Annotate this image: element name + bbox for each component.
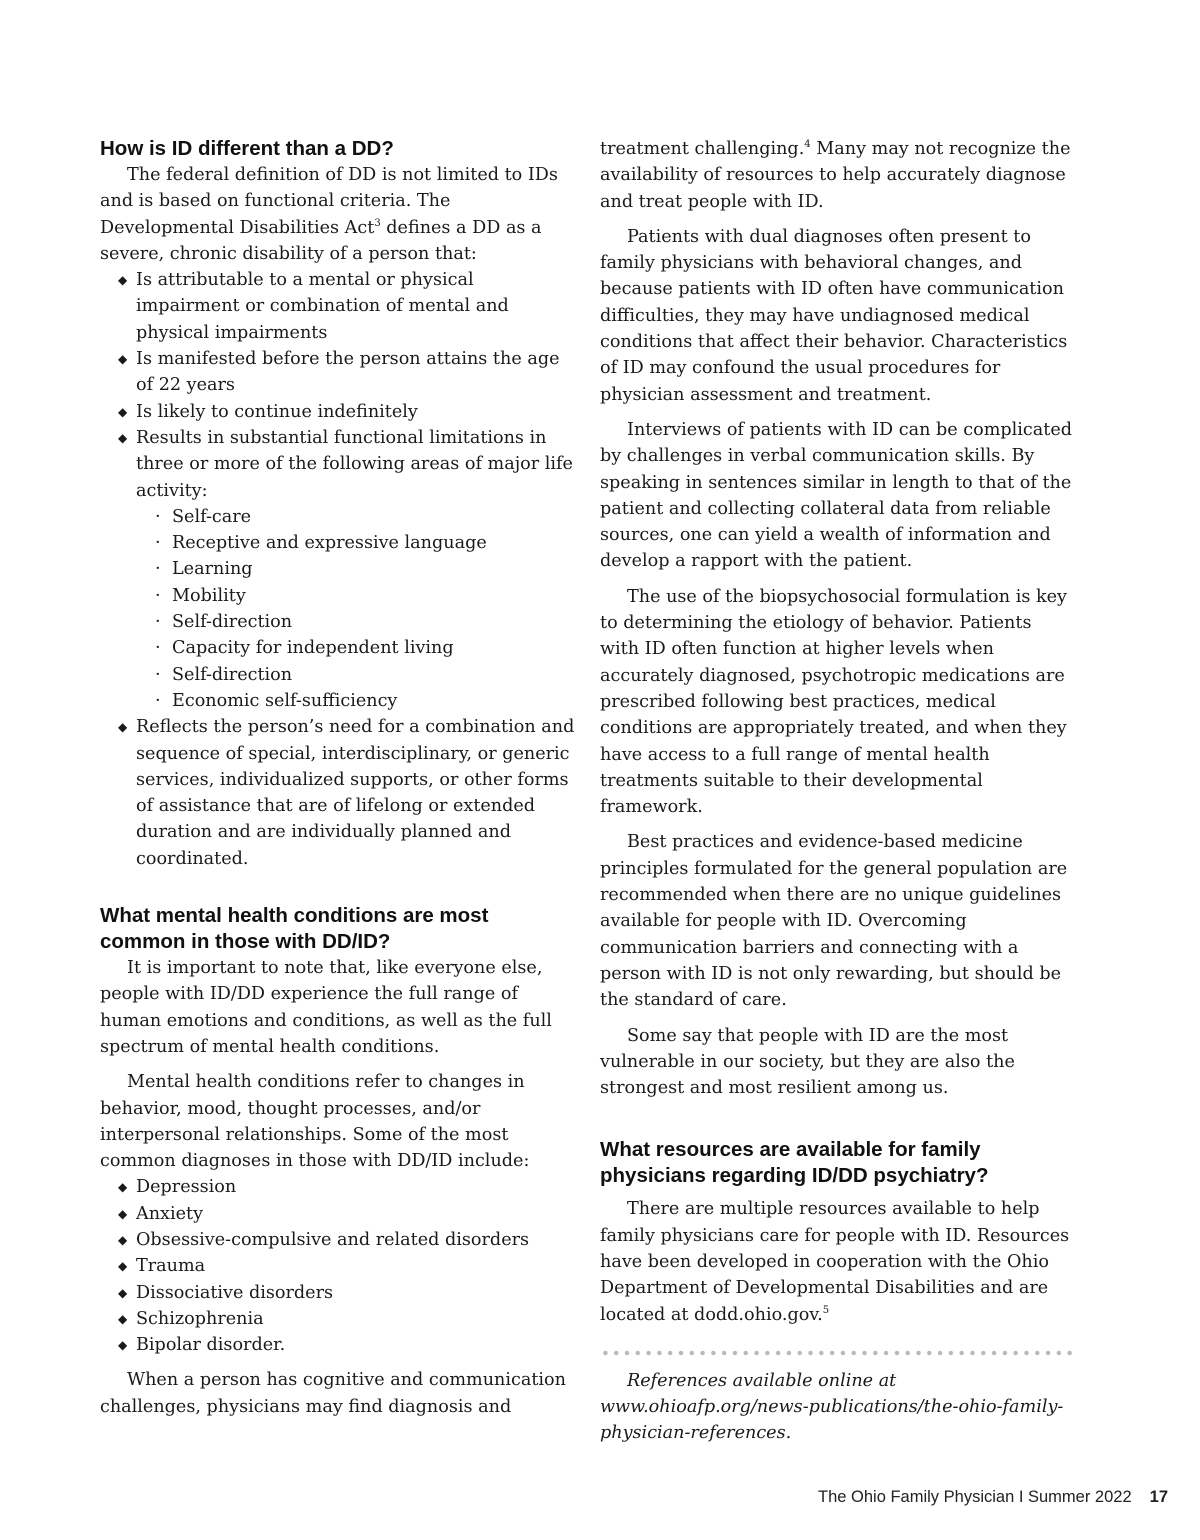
- dot-bullet-icon: ·: [155, 612, 161, 633]
- bullet-icon: ◆: [118, 1259, 128, 1274]
- dot-bullet-icon: ·: [155, 664, 161, 685]
- left-column: [100, 136, 578, 1420]
- right-column: [600, 136, 1076, 1447]
- paragraph-biopsychosocial: The use of the biopsychosocial formulation is key to determining the etiology of behavior. Patients with ID often function at higher levels when accurately diagnosed, psychotropic medications are prescribed following best practices, medical conditions are appropriately treated, and when they have access to a full range of mental health treatments suitable to their developmental framework.: [600, 586, 1067, 818]
- paragraph-cognitive-challenges: When a person has cognitive and communication challenges, physicians may find diagnosis and: [100, 1370, 566, 1417]
- diagnoses-list: [100, 1174, 578, 1358]
- list-item: ◆ Results in substantial functional limitations in three or more of the following areas of major life activity: · Self-care · Receptive and expressive language · Learning · Mobility · Self-direction · Capacity for independent living · Self-direction · Economic self-sufficiency: [136, 425, 578, 714]
- dot-bullet-icon: ·: [155, 638, 161, 659]
- bullet-icon: ◆: [118, 352, 128, 367]
- paragraph-dd-definition: The federal definition of DD is not limited to IDs and is based on functional criteria. The Developmental Disabilities Act$^3$ defines a DD as a severe, chronic disability of a person that:: [100, 165, 558, 264]
- dot-bullet-icon: ·: [155, 690, 161, 711]
- dot-bullet-icon: ·: [155, 506, 161, 527]
- footnote-ref-3: 3: [374, 217, 381, 229]
- life-activity-list: [136, 504, 578, 714]
- list-item: · Self-direction: [172, 609, 578, 635]
- dot-bullet-icon: ·: [155, 585, 161, 606]
- bullet-icon: ◆: [118, 1232, 128, 1247]
- references-note: References available online at www.ohioafp.org/news-publications/the-ohio-family-physician-references.: [600, 1370, 1064, 1444]
- heading-mental-health-conditions: What mental health conditions are most common in those with DD/ID?: [100, 904, 489, 954]
- publication-name: The Ohio Family Physician I Summer 2022: [818, 1488, 1132, 1506]
- list-item: · Receptive and expressive language: [172, 530, 578, 556]
- list-item: ◆ Depression: [136, 1174, 578, 1200]
- paragraph-mental-health-definition: Mental health conditions refer to changes in behavior, mood, thought processes, and/or interpersonal relationships. Some of the most common diagnoses in those with DD/ID include:: [100, 1072, 530, 1172]
- paragraph-dual-diagnoses: Patients with dual diagnoses often present to family physicians with behavioral changes, and because patients with ID often have communication difficulties, they may have undiagnosed medical conditions that affect their behavior. Characteristics of ID may confound the usual procedures for physician assessment and treatment.: [600, 226, 1068, 405]
- bullet-icon: ◆: [118, 430, 128, 445]
- dotted-divider: [600, 1350, 1078, 1356]
- bullet-icon: ◆: [118, 404, 128, 419]
- list-item: ◆ Anxiety: [136, 1201, 578, 1227]
- list-item: ◆ Obsessive-compulsive and related disorders: [136, 1227, 578, 1253]
- list-item: · Capacity for independent living: [172, 635, 578, 661]
- paragraph-treatment-challenging: treatment challenging.$^4$ Many may not recognize the availability of resources to help accurately diagnose and treat people with ID.: [600, 139, 1071, 212]
- bullet-icon: ◆: [118, 1206, 128, 1221]
- bullet-icon: ◆: [118, 720, 128, 735]
- list-item: · Self-care: [172, 504, 578, 530]
- footnote-ref-5: 5: [822, 1304, 830, 1316]
- list-item: · Economic self-sufficiency: [172, 688, 578, 714]
- bullet-icon: ◆: [118, 1285, 128, 1300]
- dot-bullet-icon: ·: [155, 559, 161, 580]
- page-footer: [0, 1488, 1168, 1507]
- list-item: · Mobility: [172, 583, 578, 609]
- list-item: ◆ Is manifested before the person attains the age of 22 years: [136, 346, 578, 399]
- bullet-icon: ◆: [118, 1311, 128, 1326]
- paragraph-full-range: It is important to note that, like everyone else, people with ID/DD experience the full range of human emotions and conditions, as well as the full spectrum of mental health conditions.: [100, 958, 552, 1057]
- paragraph-interviews: Interviews of patients with ID can be complicated by challenges in verbal communication skills. By speaking in sentences similar in length to that of the patient and collecting collateral data from reliable sources, one can yield a wealth of information and develop a rapport with the patient.: [600, 419, 1073, 572]
- list-item: ◆ Is likely to continue indefinitely: [136, 399, 578, 425]
- bullet-icon: ◆: [118, 1338, 128, 1353]
- list-item: ◆ Schizophrenia: [136, 1306, 578, 1332]
- paragraph-resources: There are multiple resources available to help family physicians care for people with ID. Resources have been developed in cooperation with the Ohio Department of Developmental Disabilities and are located at dodd.ohio.gov.$^5$: [600, 1199, 1070, 1325]
- footnote-ref-4: 4: [804, 139, 811, 151]
- list-item: · Self-direction: [172, 662, 578, 688]
- page-number: 17: [1149, 1488, 1168, 1506]
- list-item: ◆ Reflects the person’s need for a combination and sequence of special, interdisciplinary, or generic services, individualized supports, or other forms of assistance that are of lifelong or extended duration and are individually planned and coordinated.: [136, 714, 578, 872]
- list-item: ◆ Trauma: [136, 1253, 578, 1279]
- heading-resources: What resources are available for family physicians regarding ID/DD psychiatry?: [600, 1138, 989, 1188]
- list-item: ◆ Dissociative disorders: [136, 1280, 578, 1306]
- bullet-icon: ◆: [118, 273, 128, 288]
- paragraph-resilient: Some say that people with ID are the most vulnerable in our society, but they are also the strongest and most resilient among us.: [600, 1025, 1015, 1099]
- bullet-icon: ◆: [118, 1180, 128, 1195]
- heading-id-vs-dd: How is ID different than a DD?: [100, 137, 394, 160]
- paragraph-best-practices: Best practices and evidence-based medicine principles formulated for the general population are recommended when there are no unique guidelines available for people with ID. Overcoming communication barriers and connecting with a person with ID is not only rewarding, but should be the standard of care.: [600, 832, 1068, 1011]
- dot-bullet-icon: ·: [155, 533, 161, 554]
- list-item: · Learning: [172, 556, 578, 582]
- dd-criteria-list: [100, 267, 578, 872]
- list-item: ◆ Bipolar disorder.: [136, 1332, 578, 1358]
- list-item: ◆ Is attributable to a mental or physical impairment or combination of mental and physical impairments: [136, 267, 578, 346]
